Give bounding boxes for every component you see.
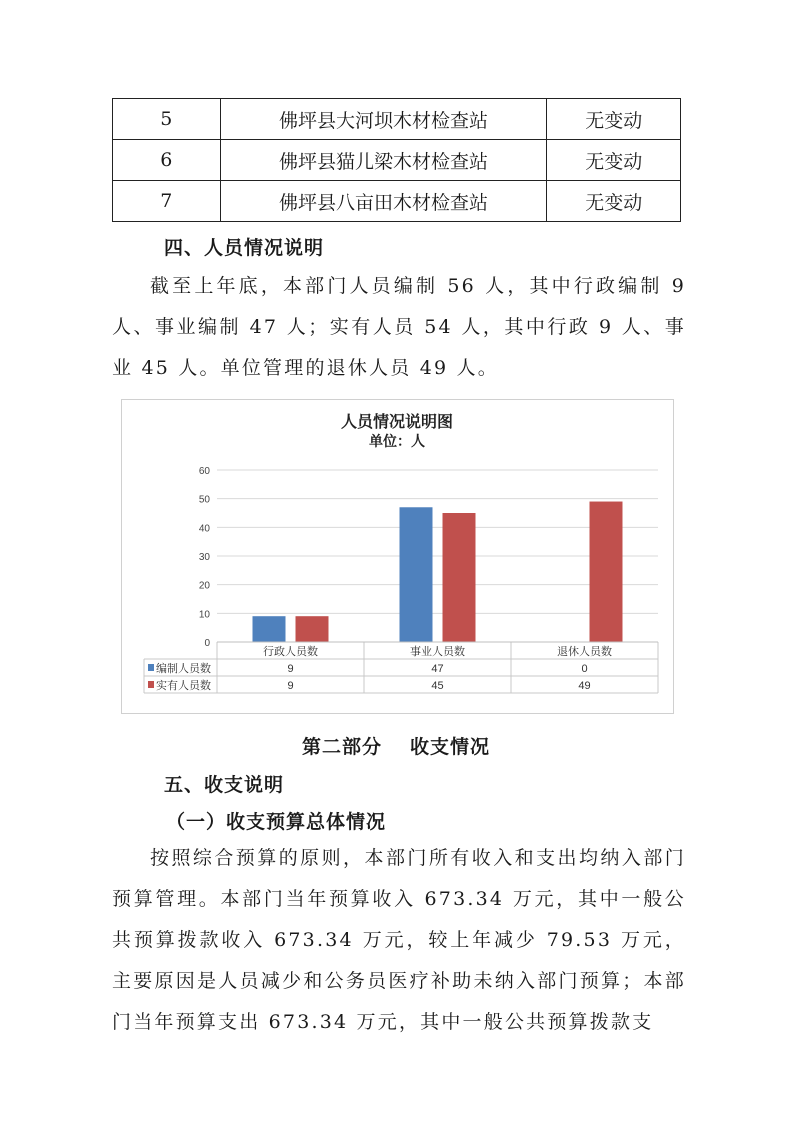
bar	[253, 616, 286, 642]
y-tick-label: 30	[198, 552, 210, 563]
bar	[296, 616, 329, 642]
chart-canvas	[122, 400, 673, 713]
x-tick-label: 事业人员数	[410, 646, 465, 658]
part-2-title	[0, 732, 792, 759]
bar	[590, 502, 623, 642]
row-number: 5	[113, 99, 221, 140]
data-label: 9	[287, 680, 294, 692]
section-4-heading: 四、人员情况说明	[164, 237, 325, 259]
change-status: 无变动	[547, 99, 681, 140]
chart-title: 人员情况说明图	[340, 412, 454, 431]
station-name: 佛坪县猫儿梁木材检查站	[220, 140, 547, 181]
y-tick-label: 60	[198, 466, 210, 477]
bar	[443, 513, 476, 642]
station-name: 佛坪县大河坝木材检查站	[220, 99, 547, 140]
legend-label: 实有人员数	[156, 680, 211, 692]
change-status: 无变动	[547, 181, 681, 222]
row-number: 7	[113, 181, 221, 222]
section-4-paragraph: 截至上年底，本部门人员编制 56 人，其中行政编制 9 人、事业编制 47 人；实有人员 54 人，其中行政 9 人、事业 45 人。单位管理的退休人员 49 人。	[112, 275, 686, 379]
y-tick-label: 20	[198, 580, 210, 592]
row-number: 6	[113, 140, 221, 181]
data-label: 49	[578, 680, 591, 692]
x-tick-label: 行政人员数	[263, 646, 318, 658]
table-row	[113, 181, 681, 222]
change-status: 无变动	[547, 140, 681, 181]
y-tick-label: 50	[198, 494, 210, 506]
legend-swatch	[148, 664, 154, 671]
legend-label: 编制人员数	[156, 663, 211, 675]
y-tick-label: 0	[204, 638, 210, 649]
y-tick-label: 10	[198, 609, 210, 621]
x-tick-label: 退休人员数	[557, 646, 612, 658]
data-label: 47	[431, 663, 444, 675]
staff-chart	[121, 399, 674, 714]
section-5-subheading: （一）收支预算总体情况	[166, 811, 387, 833]
chart-subtitle: 单位：人	[369, 434, 425, 450]
table-row	[113, 99, 681, 140]
bar	[400, 507, 433, 642]
data-label: 0	[581, 663, 588, 675]
part-2-name: 收支情况	[410, 736, 491, 758]
data-label: 9	[287, 663, 294, 675]
section-5-heading: 五、收支说明	[164, 774, 285, 796]
part-2-number: 第二部分	[301, 736, 382, 758]
section-5-paragraph: 按照综合预算的原则，本部门所有收入和支出均纳入部门预算管理。本部门当年预算收入 673.34 万元，其中一般公共预算拨款收入 673.34 万元，较上年减少 79.53 万元，主要原因是人员减少和公务员医疗补助未纳入部门预算；本部门当年预算支出 673.34 万元，其中一般公共预算拨款支	[112, 847, 686, 1033]
legend-swatch	[148, 681, 154, 688]
y-tick-label: 40	[198, 523, 210, 535]
stations-table	[112, 98, 681, 222]
data-label: 45	[431, 680, 444, 692]
station-name: 佛坪县八亩田木材检查站	[220, 181, 547, 222]
table-row	[113, 140, 681, 181]
